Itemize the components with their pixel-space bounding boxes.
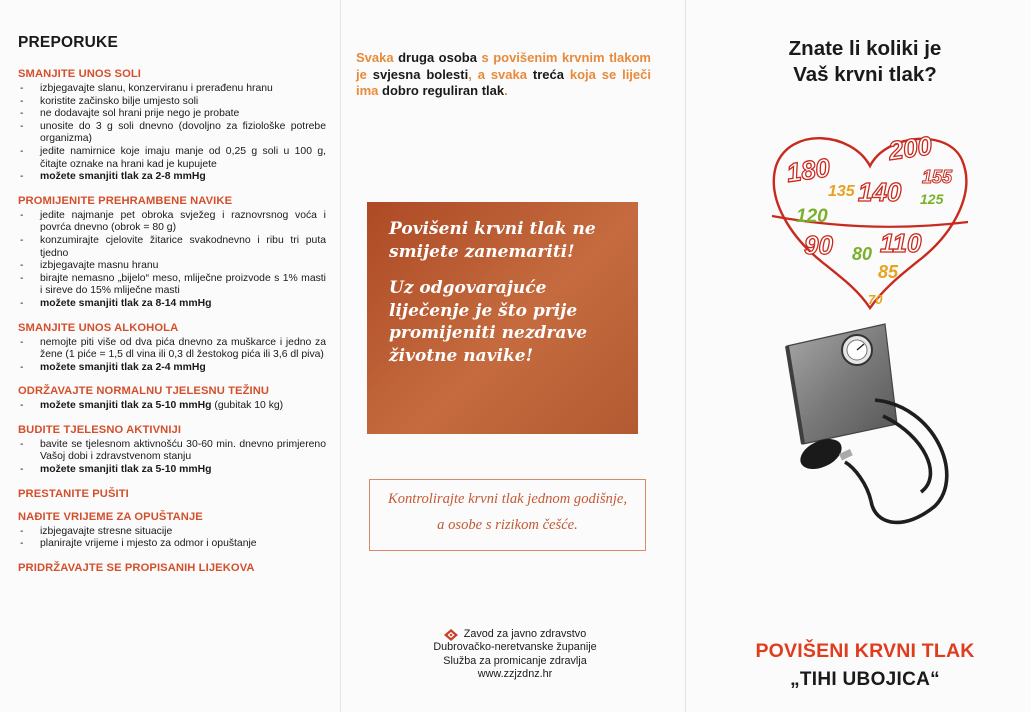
intro-statistics-text — [356, 50, 651, 100]
list-item — [18, 260, 326, 273]
section-item-list — [18, 526, 326, 551]
list-item — [18, 96, 326, 109]
heart-number-180: 180 — [784, 152, 832, 188]
list-item — [18, 108, 326, 121]
recommendation-section — [18, 562, 326, 574]
list-item — [18, 83, 326, 96]
brochure-title — [715, 640, 1015, 691]
list-item — [18, 235, 326, 260]
list-item-text: izbjegavajte slanu, konzerviranu i prerađenu hranu — [40, 83, 273, 94]
list-item — [18, 210, 326, 235]
heart-number-110: 110 — [880, 228, 922, 258]
heart-number-90: 90 — [804, 230, 833, 260]
section-title: PRESTANITE PUŠITI — [18, 487, 129, 500]
list-item — [18, 400, 326, 413]
list-item — [18, 464, 326, 477]
checkup-advice-box — [369, 479, 646, 551]
section-title: PRIDRŽAVAJTE SE PROPISANIH LIJEKOVA — [18, 561, 255, 574]
list-item-text: nemojte piti više od dva pića dnevno za muškarce i jedno za žene (1 piće = 1,5 dl vina ili 0,3 dl žestokog pića ili 3,6 dl piva) — [40, 336, 326, 361]
cover-question-line-2: Vaš krvni tlak? — [793, 63, 937, 86]
intro-segment: Svaka — [356, 50, 394, 65]
list-item — [18, 538, 326, 551]
list-item-text: izbjegavajte masnu hranu — [40, 260, 159, 272]
recommendation-section — [18, 424, 326, 477]
intro-segment: svjesna bolesti — [366, 66, 469, 82]
section-item-list — [18, 210, 326, 311]
list-item-text: bavite se tjelesnom aktivnošću 30-60 min. dnevno primjereno Vašoj dobi i zdravstvenom stanju — [40, 438, 326, 463]
section-title: SMANJITE UNOS SOLI — [18, 68, 142, 80]
list-item — [18, 121, 326, 146]
section-item-list — [18, 400, 326, 413]
list-item — [18, 439, 326, 464]
section-title: NAĐITE VRIJEME ZA OPUŠTANJE — [18, 510, 203, 523]
cover-question — [725, 36, 1005, 88]
institution-region: Dubrovačko-neretvanske županije — [433, 641, 597, 654]
section-title: PROMIJENITE PREHRAMBENE NAVIKE — [18, 194, 233, 207]
list-item-bold: možete smanjiti tlak za 8-14 mmHg — [40, 297, 212, 309]
list-item-text: izbjegavajte stresne situacije — [40, 525, 173, 537]
warning-text-2: Uz odgovarajuće liječenje je što prije promijeniti nezdrave životne navike! — [389, 278, 588, 366]
section-item-list — [18, 337, 326, 375]
recommendation-sections — [18, 68, 326, 574]
section-item-list — [18, 83, 326, 184]
intro-segment: , a svaka — [468, 66, 527, 82]
section-title: ODRŽAVAJTE NORMALNU TJELESNU TEŽINU — [18, 385, 270, 398]
section-title: BUDITE TJELESNO AKTIVNIJI — [18, 423, 182, 436]
recommendations-panel — [0, 0, 340, 712]
heart-number-140: 140 — [858, 177, 902, 207]
list-item-text: ne dodavajte sol hrani prije nego je probate — [40, 108, 240, 120]
intro-segment: dobro reguliran tlak — [378, 83, 505, 98]
cover-panel — [685, 0, 1031, 712]
list-item — [18, 146, 326, 171]
list-item-text: (gubitak 10 kg) — [211, 400, 284, 412]
recommendation-section — [18, 195, 326, 311]
list-item-bold: možete smanjiti tlak za 5-10 mmHg — [40, 400, 212, 412]
recommendation-section — [18, 511, 326, 551]
heart-number-85: 85 — [878, 262, 899, 282]
heart-number-135: 135 — [828, 183, 855, 200]
heart-number-155: 155 — [922, 167, 953, 187]
list-item-text: jedite najmanje pet obroka svježeg i raznovrsnog voća i povrća dnevno (obrok = 80 g) — [40, 209, 326, 234]
heart-number-125: 125 — [920, 191, 944, 207]
list-item — [18, 171, 326, 184]
recommendations-heading: PREPORUKE — [18, 34, 118, 51]
list-item-text: birajte nemasno „bijelo“ meso, mliječne proizvode s 1% masti i sireve do 15% mliječne masti — [40, 272, 326, 297]
heart-number-200: 200 — [886, 130, 934, 166]
heart-number-80: 80 — [852, 244, 873, 264]
list-item — [18, 362, 326, 375]
list-item-text: unosite do 3 g soli dnevno (dovoljno za fiziološke potrebe organizma) — [40, 120, 326, 145]
list-item-bold: možete smanjiti tlak za 2-8 mmHg — [40, 171, 206, 183]
recommendation-section — [18, 322, 326, 375]
list-item — [18, 298, 326, 311]
checkup-advice-text: Kontrolirajte krvni tlak jednom godišnje, a osobe s rizikom češće. — [387, 491, 627, 533]
institution-name: Zavod za javno zdravstvo — [463, 628, 587, 640]
brochure-title-line-1: POVIŠENI KRVNI TLAK — [755, 640, 975, 662]
institution-service: Služba za promicanje zdravlja — [443, 654, 587, 667]
list-item — [18, 526, 326, 539]
recommendation-section — [18, 488, 326, 500]
institution-website[interactable]: www.zzjzdnz.hr — [477, 668, 553, 681]
list-item-text: jedite namirnice koje imaju manje od 0,25 g soli u 100 g, čitajte oznake na hrani kad je kupujete — [40, 145, 326, 170]
list-item-bold: možete smanjiti tlak za 5-10 mmHg — [40, 464, 212, 476]
list-item — [18, 337, 326, 362]
brochure-title-line-2: „TIHI UBOJICA“ — [790, 669, 940, 690]
list-item-bold: možete smanjiti tlak za 2-4 mmHg — [40, 361, 206, 373]
recommendation-section — [18, 385, 326, 413]
warning-text-1: Povišeni krvni tlak ne smijete zanemariti! — [389, 219, 596, 262]
list-item — [18, 273, 326, 298]
intro-segment: treća — [526, 66, 570, 82]
intro-segment: druga osoba — [393, 50, 482, 65]
section-item-list — [18, 439, 326, 477]
info-panel — [340, 0, 685, 712]
section-title: SMANJITE UNOS ALKOHOLA — [18, 321, 179, 334]
intro-segment: s povišenim krvnim tlakom je — [356, 50, 651, 82]
list-item-text: konzumirajte cjelovite žitarice svakodnevno i ribu tri puta tjedno — [40, 234, 326, 259]
institute-logo-icon — [444, 629, 458, 641]
list-item-text: koristite začinsko bilje umjesto soli — [40, 95, 199, 107]
cover-question-line-1: Znate li koliki je — [788, 37, 942, 60]
intro-segment: . — [504, 83, 508, 98]
warning-box — [367, 202, 638, 434]
list-item-text: planirajte vrijeme i mjesto za odmor i opuštanje — [40, 538, 257, 550]
blood-pressure-monitor-illustration — [775, 316, 965, 536]
recommendation-section — [18, 68, 326, 184]
heart-number-120: 120 — [796, 206, 828, 227]
intro-segment: koja se liječi ima — [356, 66, 651, 98]
heart-numbers-illustration — [770, 128, 970, 313]
institution-block — [400, 628, 630, 682]
heart-number-70: 70 — [868, 292, 883, 307]
